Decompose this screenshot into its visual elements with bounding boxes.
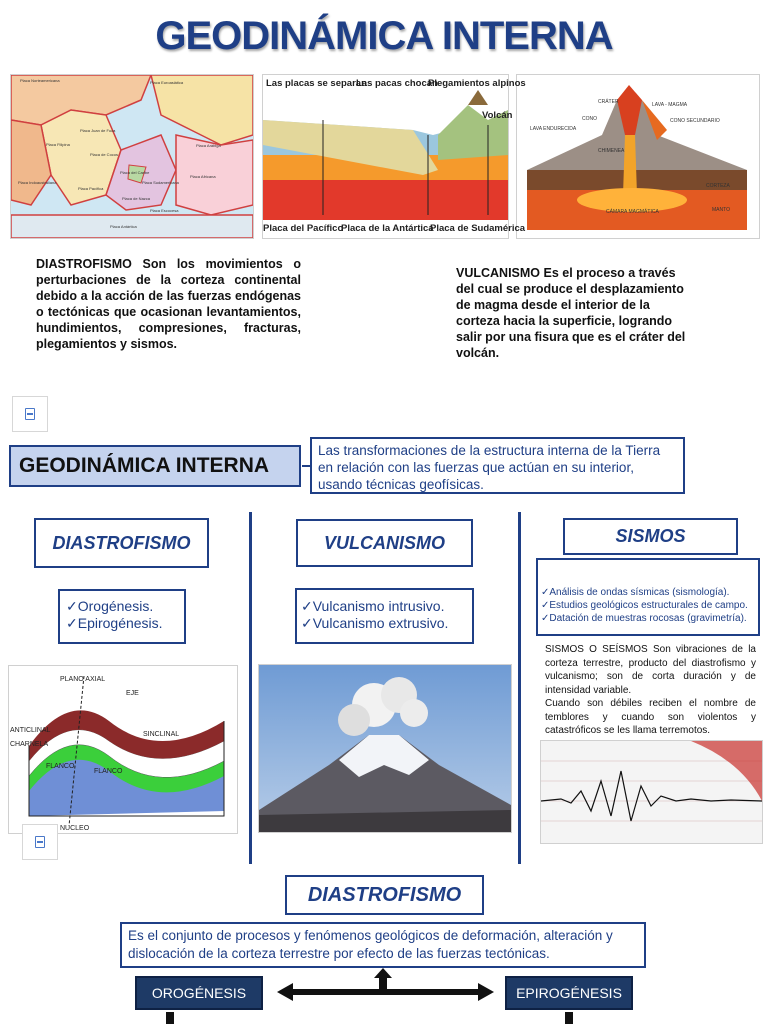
page-title: GEODINÁMICA INTERNA [155, 14, 613, 58]
tectonic-plates-map [10, 74, 254, 239]
list-item: ✓Vulcanismo intrusivo. [301, 598, 445, 614]
volcano-label-1: CRÁTER [598, 99, 619, 105]
volcano-label-7: CORTEZA [706, 183, 730, 189]
diastrofismo-title: DIASTROFISMO [285, 875, 484, 915]
fold-label-8: NUCLEO [60, 825, 90, 832]
divider-left [249, 512, 252, 864]
arrow-left-head [277, 983, 293, 1001]
branch-vulcanismo: VULCANISMO [296, 519, 473, 567]
sismos-text-2: Cuando son débiles reciben el nombre de temblores y cuando son violentos y catastróficos se les llama terremotos. [545, 698, 756, 736]
diastrofismo-definition: Es el conjunto de procesos y fenómenos geológicos de deformación, alteración y dislocación de la corteza terrestre por efecto de las fuerzas tectónicas. [120, 922, 646, 968]
volcano-label-2: LAVA - MAGMA [652, 102, 688, 108]
plate-label-7: Placa Arábiga [196, 143, 221, 148]
subduction-label-1: Las placas se separan [266, 78, 367, 89]
diastrofismo-items [58, 589, 186, 644]
subduction-label-3: Plegamientos alpinos [428, 78, 526, 89]
subduction-bottom-label-3: Placa de Sudamérica [430, 223, 526, 234]
seismograph-image [540, 740, 763, 844]
volcano-label-3: CONO [582, 116, 597, 122]
arrow-up-head [374, 968, 392, 978]
document-icon[interactable] [22, 824, 58, 860]
list-item: ✓Estudios geológicos estructurales de campo. [541, 600, 748, 611]
volcano-label-6: CHIMENEA [598, 148, 625, 154]
plate-label-6: Placa del Caribe [120, 170, 150, 175]
fold-label-7: FLANCO [94, 768, 123, 775]
plate-label-3: Placa Juan de Fuca [80, 128, 116, 133]
fold-label-6: FLANCO [46, 763, 75, 770]
connector-line [302, 465, 310, 467]
plate-label-14: Placa Escocesa [150, 208, 179, 213]
subduction-label-2: Las pacas chocan [356, 78, 438, 89]
vulcanismo-items [295, 588, 474, 644]
epirogenesis-button[interactable]: EPIROGÉNESIS [505, 976, 633, 1010]
plate-label-4: Placa Filipina [46, 142, 70, 147]
volcano-label-5: LAVA ENDURECIDA [530, 126, 577, 132]
fold-label-5: CHARNELA [10, 741, 49, 748]
concept-main-box [9, 445, 301, 487]
fold-label-2: EJE [126, 690, 139, 697]
plate-label-2: Placa Euroasiática [150, 80, 184, 85]
branch-diastrofismo: DIASTROFISMO [34, 518, 209, 568]
plate-subduction-diagram [262, 74, 509, 239]
volcano-label-4: CONO SECUNDARIO [670, 118, 720, 124]
subduction-label-4: Volcán [482, 110, 513, 121]
concept-definition: Las transformaciones de la estructura interna de la Tierra en relación con las fuerzas que actúan en su interior, usando técnicas geofísicas. [310, 437, 685, 494]
sismos-items [536, 558, 760, 636]
volcano-photo [258, 664, 512, 833]
list-item: ✓Vulcanismo extrusivo. [301, 615, 449, 631]
plate-label-11: Placa Africana [190, 174, 216, 179]
concept-main-label: GEODINÁMICA INTERNA [19, 454, 270, 477]
document-icon[interactable] [12, 396, 48, 432]
volcano-label-9: MANTO [712, 207, 730, 213]
sismos-description [545, 643, 756, 738]
plate-label-10: Placa Sudamericana [142, 180, 179, 185]
plate-label-5: Placa de Cocos [90, 152, 119, 157]
diastrofismo-intro: DIASTROFISMO Son los movimientos o perturbaciones de la corteza continental debido a la acción de las fuerzas endógenas o tectónicas que ocasionan levantamientos, hundimientos, compresiones, fracturas, plegamientos y sismos. [36, 257, 301, 351]
subduction-bottom-label-2: Placa de la Antártica [341, 223, 434, 234]
plate-label-8: Placa Pacífica [78, 186, 104, 191]
divider-right [518, 512, 521, 864]
plate-label-13: Placa Antártica [110, 224, 137, 229]
list-item: ✓Análisis de ondas sísmicas (sismología). [541, 587, 730, 598]
down-connector-left [166, 1012, 174, 1024]
list-item: ✓Epirogénesis. [66, 615, 163, 631]
fold-diagram [8, 665, 238, 834]
fold-label-1: PLANO AXIAL [60, 676, 106, 683]
list-item: ✓Orogénesis. [66, 598, 154, 614]
list-item: ✓Datación de muestras rocosas (gravimetría). [541, 613, 747, 624]
fold-label-3: ANTICLINAL [10, 727, 51, 734]
arrow-right-head [478, 983, 494, 1001]
plate-label-12: Placa Indoaustraliana [18, 180, 57, 185]
orogenesis-button[interactable]: OROGÉNESIS [135, 976, 263, 1010]
fold-label-4: SINCLINAL [143, 731, 180, 738]
down-connector-right [565, 1012, 573, 1024]
plate-label-9: Placa de Nazca [122, 196, 151, 201]
sismos-text-1: SISMOS O SEÍSMOS Son vibraciones de la corteza terrestre, producto del diastrofismo y vulcanismo; son de corta duración y de intensidad variable. [545, 644, 756, 696]
vulcanismo-intro: VULCANISMO Es el proceso a través del cual se produce el desplazamiento de magma desde el interior de la corteza hacia la superficie, logrando salir por una fisura que es el cráter del volcán. [456, 266, 686, 360]
branch-sismos: SISMOS [563, 518, 738, 555]
volcano-label-8: CÁMARA MAGMÁTICA [606, 209, 659, 215]
plate-label-1: Placa Norteamericana [20, 78, 60, 83]
subduction-bottom-label-1: Placa del Pacífico [263, 223, 344, 234]
